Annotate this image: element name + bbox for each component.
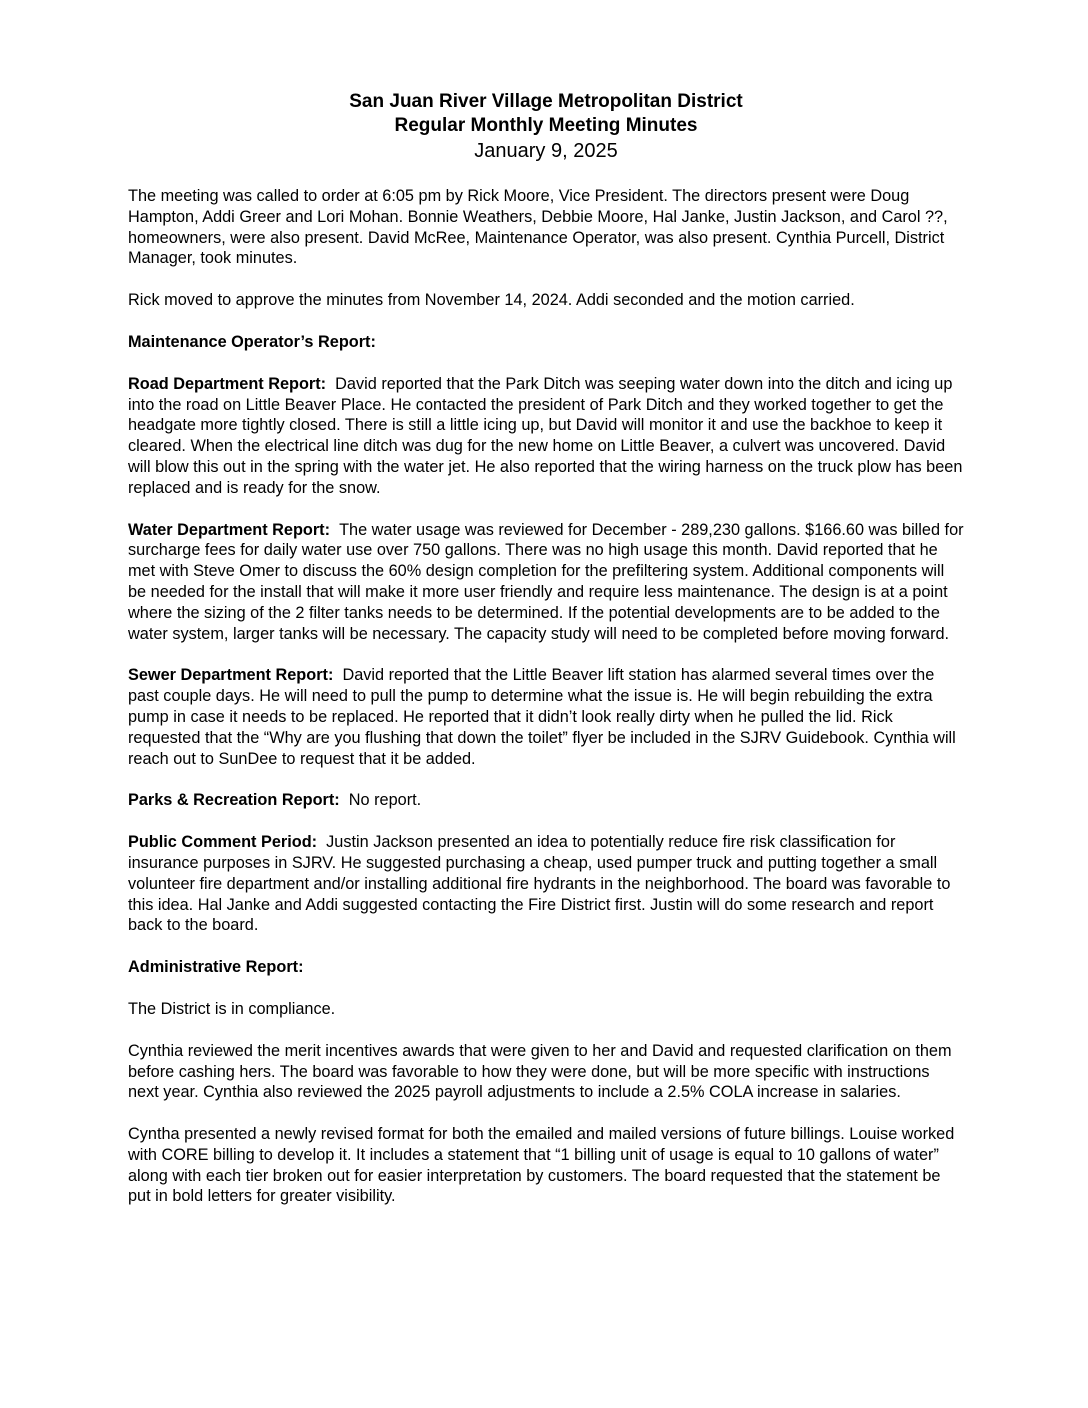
public-comment-text: Justin Jackson presented an idea to potentially reduce fire risk classification for insurance purposes in SJRV. He suggested purchasing a cheap, used pumper truck and putting together a small volunteer fire department and/or installing additional fire hydrants in the neighborhood. The board was favorable to this idea. Hal Janke and Addi suggested contacting the Fire District first. Justin will do some research and report back to the board. xyxy=(128,833,951,935)
minutes-approval-paragraph: Rick moved to approve the minutes from November 14, 2024. Addi seconded and the motion carried. xyxy=(128,291,855,310)
intro-paragraph: The meeting was called to order at 6:05 pm by Rick Moore, Vice President. The directors present were Doug Hampton, Addi Greer and Lori Mohan. Bonnie Weathers, Debbie Moore, Hal Janke, Justin Jackson, and Carol ??, homeowners, were also present. David McRee, Maintenance Operator, was also present. Cynthia Purcell, District Manager, took minutes. xyxy=(128,187,948,268)
public-comment-label: Public Comment Period: xyxy=(128,833,318,852)
document-header xyxy=(128,90,964,164)
road-report-text: David reported that the Park Ditch was seeping water down into the ditch and icing up into the road on Little Beaver Place. He contacted the president of Park Ditch and they worked together to get the headgate more tightly closed. There is still a little icing up, but David will monitor it and use the backhoe to keep it cleared. When the electrical line ditch was dug for the new home on Little Beaver, a culvert was uncovered. David will blow this out in the spring with the water jet. He also reported that the wiring harness on the truck plow has been replaced and is ready for the snow. xyxy=(128,374,963,497)
public-comment-paragraph xyxy=(128,832,964,936)
road-report-label: Road Department Report: xyxy=(128,374,327,393)
compliance-paragraph: The District is in compliance. xyxy=(128,999,336,1018)
water-report-label: Water Department Report: xyxy=(128,520,331,539)
billing-format-paragraph: Cyntha presented a newly revised format for both the emailed and mailed versions of future billings. Louise worked with CORE billing to develop it. It includes a statement that “1 billing unit of usage is equal to 10 gallons of water” along with each tier broken out for easier interpretation by customers. The board requested that the statement be put in bold letters for greater visibility. xyxy=(128,1125,955,1206)
water-report-paragraph xyxy=(128,520,964,645)
organization-name: San Juan River Village Metropolitan District xyxy=(349,91,743,112)
sewer-report-paragraph xyxy=(128,665,964,769)
water-report-text: The water usage was reviewed for December - 289,230 gallons. $166.60 was billed for surcharge fees for daily water use over 750 gallons. There was no high usage this month. David reported that he met with Steve Omer to discuss the 60% design completion for the prefiltering system. Additional components will be needed for the install that will make it more user friendly and require less maintenance. The design is at a point where the sizing of the 2 filter tanks needs to be determined. If the potential developments are to be added to the water system, larger tanks will be necessary. The capacity study will need to be completed before moving forward. xyxy=(128,520,964,643)
parks-report-label: Parks & Recreation Report: xyxy=(128,791,340,810)
maintenance-report-heading: Maintenance Operator’s Report: xyxy=(128,332,376,351)
parks-report-text: No report. xyxy=(348,791,422,810)
sewer-report-label: Sewer Department Report: xyxy=(128,666,334,685)
meeting-date: January 9, 2025 xyxy=(474,140,618,162)
document-page xyxy=(128,90,964,1228)
merit-incentives-paragraph: Cynthia reviewed the merit incentives awards that were given to her and David and requested clarification on them before cashing hers. The board was favorable to how they were done, but will be more specific with instructions next year. Cynthia also reviewed the 2025 payroll adjustments to include a 2.5% COLA increase in salaries. xyxy=(128,1041,952,1102)
road-report-paragraph xyxy=(128,374,964,499)
sewer-report-text: David reported that the Little Beaver lift station has alarmed several times over the past couple days. He will need to pull the pump to determine what the issue is. He will begin rebuilding the extra pump in case it needs to be replaced. He reported that it didn’t look really dirty when he pulled the lid. Rick requested that the “Why are you flushing that down the toilet” flyer be included in the SJRV Guidebook. Cynthia will reach out to SunDee to request that it be added. xyxy=(128,666,956,768)
administrative-report-heading: Administrative Report: xyxy=(128,958,304,977)
parks-report-paragraph xyxy=(128,790,964,811)
document-title: Regular Monthly Meeting Minutes xyxy=(394,115,698,136)
